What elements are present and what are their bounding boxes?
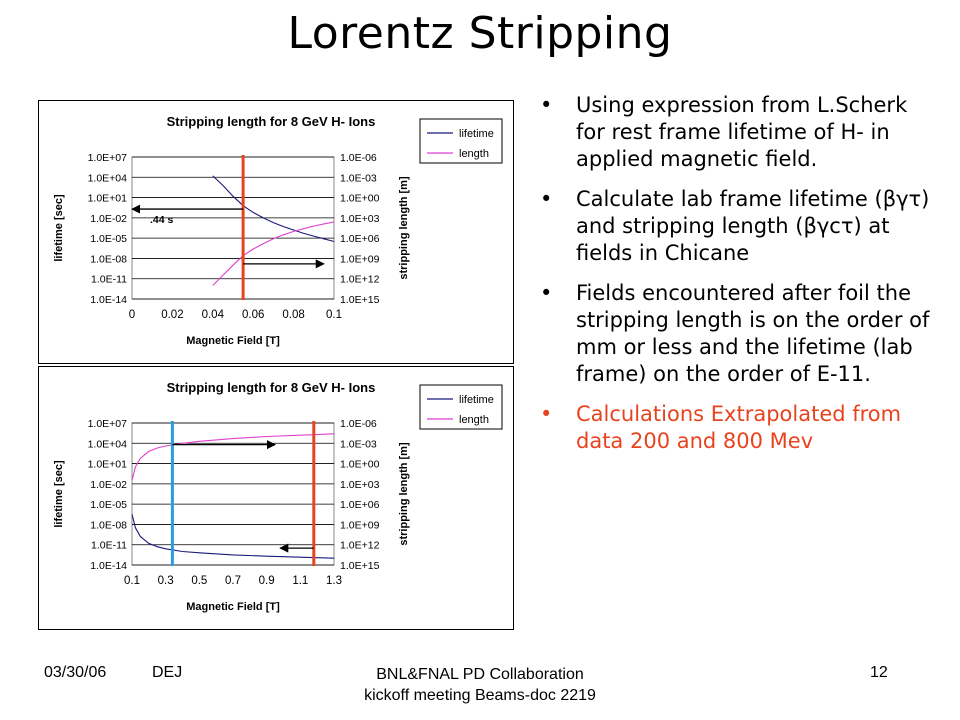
plot-area: [132, 157, 334, 299]
y-right-tick-label: 1.0E-03: [340, 172, 377, 185]
y-right-tick-label: 1.0E+00: [340, 192, 380, 205]
y-left-tick-label: 1.0E+07: [87, 418, 127, 430]
y-right-tick-label: 1.0E+09: [340, 519, 380, 532]
footer-page-number: 12: [870, 664, 888, 681]
y-right-tick-label: 1.0E+00: [340, 458, 380, 471]
y-right-tick-label: 1.0E+15: [340, 560, 380, 572]
chart-1-svg: [39, 101, 513, 363]
chart-2-svg: [39, 367, 513, 629]
y-left-tick-label: 1.0E-02: [90, 478, 127, 491]
y-left-tick-label: 1.0E+07: [87, 152, 127, 164]
bullet-item-1: [532, 92, 932, 173]
y-right-tick-label: 1.0E+06: [340, 499, 380, 512]
y-left-tick-label: 1.0E+01: [87, 192, 127, 205]
bullet-item-4: [532, 401, 932, 455]
x-tick-label: 0.06: [242, 309, 265, 321]
x-tick-label: 0.9: [258, 575, 275, 587]
y-right-tick-label: 1.0E+12: [340, 273, 380, 286]
x-axis-title: Magnetic Field [T]: [186, 335, 280, 347]
x-axis-title: Magnetic Field [T]: [186, 601, 280, 613]
footer-center: [300, 664, 660, 706]
chart-title: Stripping length for 8 GeV H- Ions: [166, 380, 376, 395]
y-left-tick-label: 1.0E+04: [87, 172, 127, 185]
y-right-tick-label: 1.0E+09: [340, 253, 380, 266]
y-right-tick-label: 1.0E-03: [340, 438, 377, 451]
y-left-tick-label: 1.0E-02: [90, 212, 127, 225]
x-tick-label: 0.04: [201, 309, 224, 321]
legend-label-lifetime: lifetime: [459, 394, 494, 406]
x-tick-label: 1.3: [326, 575, 342, 587]
y-left-tick-label: 1.0E-08: [90, 253, 127, 266]
y-right-tick-label: 1.0E+06: [340, 233, 380, 246]
x-tick-label: 0.1: [124, 575, 140, 587]
bullet-list: [532, 92, 932, 468]
y-right-tick-label: 1.0E-06: [340, 418, 377, 430]
y-left-tick-label: 1.0E-11: [91, 539, 127, 552]
x-tick-label: 0.5: [191, 575, 208, 587]
y-right-tick-label: 1.0E+12: [340, 539, 380, 552]
footer-author: DEJ: [152, 664, 183, 681]
y-left-tick-label: 1.0E-14: [90, 294, 127, 306]
bullet-text-2: Calculate lab frame lifetime (βγτ) and stripping length (βγcτ) at fields in Chicane: [576, 187, 930, 265]
y-right-axis-title: stripping length [m]: [398, 176, 410, 280]
slide-title: Lorentz Stripping: [287, 8, 673, 59]
x-tick-label: 0: [128, 309, 136, 321]
bullet-glyph: •: [540, 402, 553, 426]
y-left-tick-label: 1.0E+04: [87, 438, 127, 451]
y-right-axis-title: stripping length [m]: [398, 442, 410, 546]
y-right-tick-label: 1.0E-06: [340, 152, 377, 164]
x-tick-label: 0.08: [282, 309, 305, 321]
y-left-tick-label: 1.0E-05: [90, 233, 127, 246]
y-left-tick-label: 1.0E-11: [91, 273, 127, 286]
legend-label-lifetime: lifetime: [459, 128, 494, 140]
bullet-glyph: •: [540, 187, 553, 211]
x-tick-label: 1.1: [292, 575, 309, 587]
footer-date: 03/30/06: [44, 664, 107, 681]
x-tick-label: 0.7: [225, 575, 241, 587]
legend-label-length: length: [459, 414, 489, 426]
y-left-tick-label: 1.0E-14: [90, 560, 127, 572]
chart-panel-1: [38, 100, 514, 364]
chart-title: Stripping length for 8 GeV H- Ions: [166, 114, 376, 129]
y-left-tick-label: 1.0E-05: [90, 499, 127, 512]
chart-panel-2: [38, 366, 514, 630]
x-tick-label: 0.3: [157, 575, 174, 587]
legend-label-length: length: [459, 148, 489, 160]
bullet-item-3: [532, 280, 932, 388]
y-right-tick-label: 1.0E+03: [340, 212, 380, 225]
x-tick-label: 0.02: [161, 309, 184, 321]
y-left-axis-title: lifetime [sec]: [53, 194, 65, 262]
bullet-text-1: Using expression from L.Scherk for rest frame lifetime of H- in applied magnetic field.: [576, 93, 908, 171]
bullet-glyph: •: [540, 281, 553, 305]
x-tick-label: 0.1: [326, 309, 342, 321]
y-right-tick-label: 1.0E+15: [340, 294, 380, 306]
bullet-text-4: Calculations Extrapolated from data 200 and 800 Mev: [576, 402, 902, 453]
footer-center-line1: BNL&FNAL PD Collaboration: [376, 666, 584, 683]
y-left-tick-label: 1.0E-08: [90, 519, 127, 532]
bullet-glyph: •: [540, 93, 553, 117]
bullet-text-3: Fields encountered after foil the stripping length is on the order of mm or less and the lifetime (lab frame) on the order of E-11.: [576, 281, 930, 386]
y-left-axis-title: lifetime [sec]: [53, 460, 65, 528]
footer-center-line2: kickoff meeting Beams-doc 2219: [364, 687, 596, 704]
bullet-item-2: [532, 186, 932, 267]
y-right-tick-label: 1.0E+03: [340, 478, 380, 491]
y-left-tick-label: 1.0E+01: [87, 458, 127, 471]
annotation-label: .44 s: [150, 214, 174, 227]
